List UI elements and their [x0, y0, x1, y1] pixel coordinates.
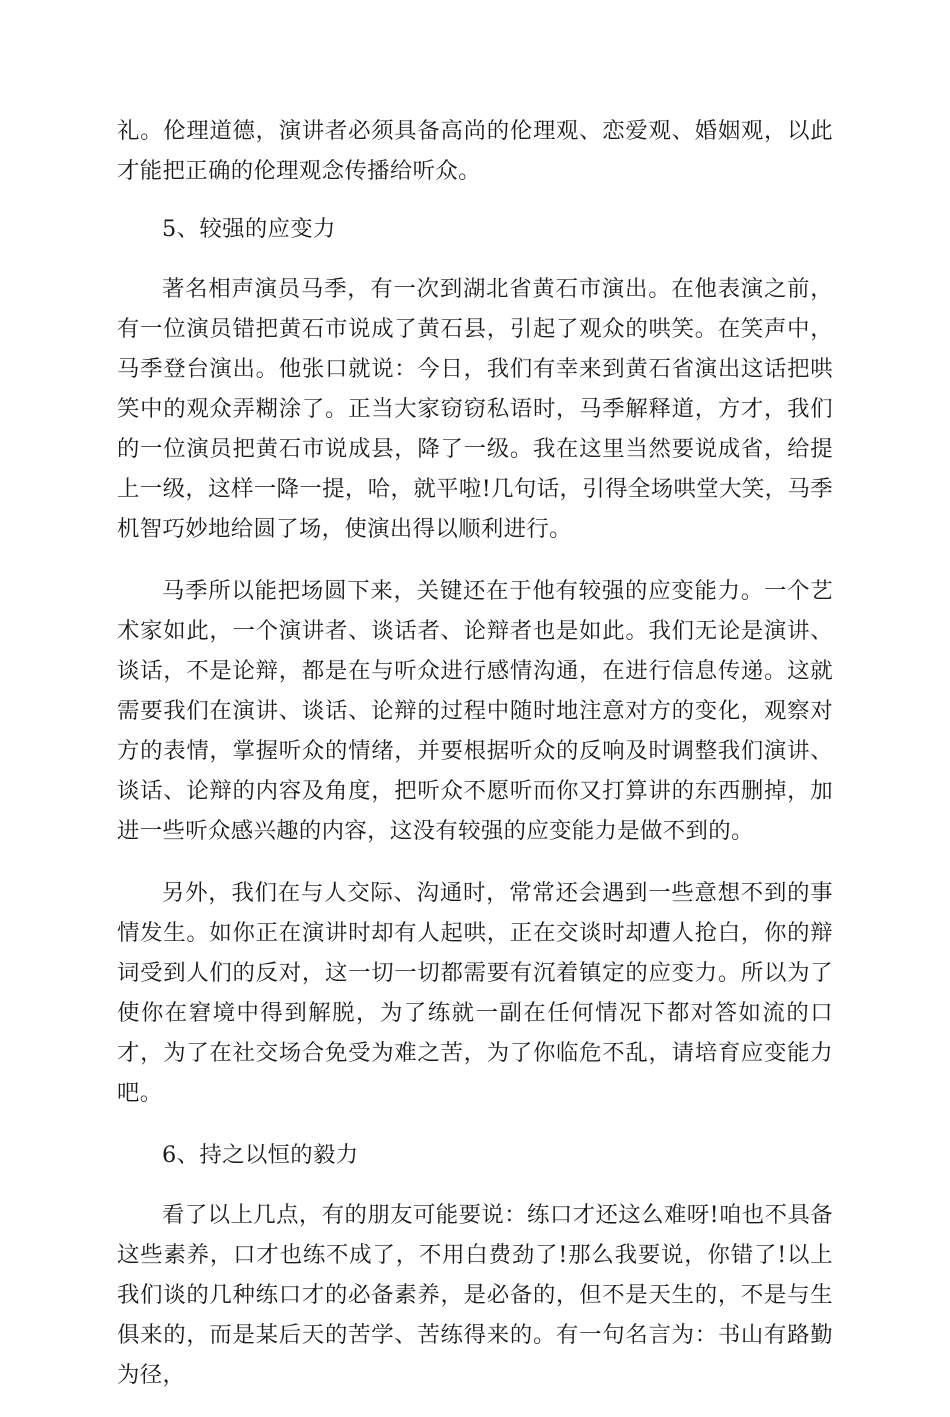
document-body — [117, 111, 833, 1417]
paragraph-maji-story: 著名相声演员马季，有一次到湖北省黄石市演出。在他表演之前，有一位演员错把黄石市说成了黄石县，引起了观众的哄笑。在笑声中，马季登台演出。他张口就说：今日，我们有幸来到黄石省演出这话把哄笑中的观众弄糊涂了。正当大家窃窃私语时，马季解释道，方才，我们的一位演员把黄石市说成县，降了一级。我在这里当然要说成省，给提上一级，这样一降一提，哈，就平啦!几句话，引得全场哄堂大笑，马季机智巧妙地给圆了场，使演出得以顺利进行。 — [117, 276, 833, 542]
paragraph-adaptability: 马季所以能把场圆下来，关键还在于他有较强的应变能力。一个艺术家如此，一个演讲者、谈话者、论辩者也是如此。我们无论是演讲、谈话，不是论辩，都是在与听众进行感情沟通，在进行信息传递。这就需要我们在演讲、谈话、论辩的过程中随时地注意对方的变化，观察对方的表情，掌握听众的情绪，并要根据听众的反响及时调整我们演讲、谈话、论辩的内容及角度，把听众不愿听而你又打算讲的东西删掉，加进一些听众感兴趣的内容，这没有较强的应变能力是做不到的。 — [117, 578, 833, 844]
section-heading-5: 5、较强的应变力 — [162, 216, 336, 242]
section-heading-6: 6、持之以恒的毅力 — [162, 1142, 359, 1168]
paragraph-perseverance: 看了以上几点，有的朋友可能要说：练口才还这么难呀!咱也不具备这些素养，口才也练不成了，不用白费劲了!那么我要说，你错了!以上我们谈的几种练口才的必备素养，是必备的，但不是天生的，不是与生俱来的，而是某后天的苦学、苦练得来的。有一句名言为：书山有路勤为径， — [117, 1202, 833, 1388]
paragraph-continued: 礼。伦理道德，演讲者必须具备高尚的伦理观、恋爱观、婚姻观，以此才能把正确的伦理观念传播给听众。 — [117, 118, 833, 184]
paragraph-unexpected-situations: 另外，我们在与人交际、沟通时，常常还会遇到一些意想不到的事情发生。如你正在演讲时却有人起哄，正在交谈时却遭人抢白，你的辩词受到人们的反对，这一切一切都需要有沉着镇定的应变力。所以为了使你在窘境中得到解脱，为了练就一副在任何情况下都对答如流的口才，为了在社交场合免受为难之苦，为了你临危不乱，请培育应变能力吧。 — [117, 880, 833, 1106]
